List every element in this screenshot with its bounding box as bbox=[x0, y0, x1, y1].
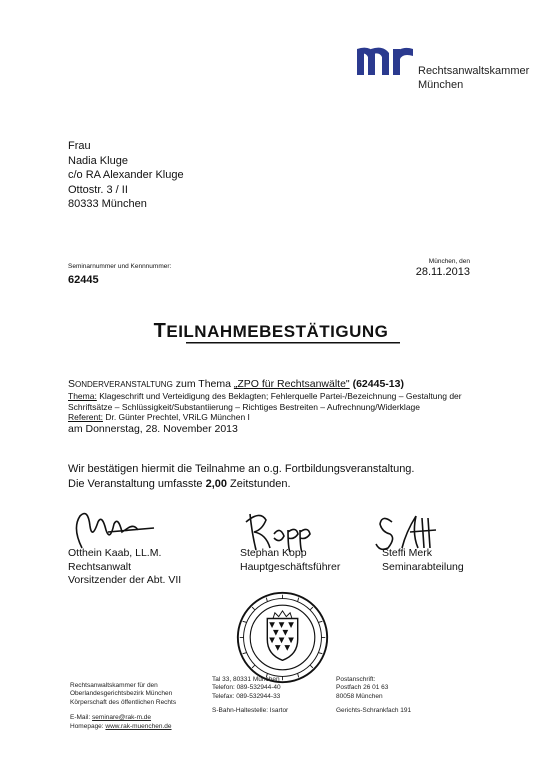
signature-kopp bbox=[236, 508, 376, 552]
event-topic-label: Thema: bbox=[68, 391, 97, 401]
organization-name-line2: München bbox=[418, 79, 464, 91]
footer-org-line: Rechtsanwaltskammer für den bbox=[70, 682, 158, 689]
document-date: 28.11.2013 bbox=[415, 266, 470, 278]
recipient-salutation: Frau bbox=[68, 140, 91, 152]
event-speaker bbox=[68, 412, 478, 423]
footer-station: S-Bahn-Haltestelle: Isartor bbox=[212, 707, 289, 715]
signature-merk bbox=[372, 508, 512, 552]
footer-postal-label: Postanschrift: bbox=[336, 676, 376, 683]
signatory-name: Otthein Kaab, LL.M. bbox=[68, 547, 162, 559]
date-label: München, den bbox=[428, 258, 470, 265]
confirmation-text bbox=[68, 462, 488, 491]
footer-org-line: Oberlandesgerichtsbezirk München bbox=[70, 690, 173, 698]
bavarian-coat-of-arms-seal-icon bbox=[235, 590, 330, 685]
confirmation-hours: 2,00 bbox=[205, 477, 227, 490]
footer-email-link[interactable]: seminare@rak-m.de bbox=[92, 714, 152, 722]
footer-contact bbox=[212, 676, 322, 716]
footer-email-row bbox=[70, 714, 220, 722]
footer-homepage-row bbox=[70, 723, 220, 731]
signatory-role: Hauptgeschäftsführer bbox=[240, 560, 341, 573]
footer-fax: Telefax: 089-532944-33 bbox=[212, 692, 281, 700]
title-rest: EILNAHMEBESTÄTIGUNG bbox=[166, 322, 389, 341]
event-speaker-label: Referent: bbox=[68, 412, 103, 422]
event-description bbox=[68, 378, 478, 436]
confirmation-line1: Wir bestätigen hiermit die Teilnahme an o.g. Fortbildungsveranstaltung. bbox=[68, 463, 415, 475]
recipient-care-of: c/o RA Alexander Kluge bbox=[68, 169, 184, 181]
event-intro bbox=[68, 378, 478, 391]
signatory-role: Seminarabteilung bbox=[382, 560, 464, 573]
rak-logo-icon bbox=[357, 45, 413, 75]
event-speaker-text: Dr. Günter Prechtel, VRiLG München I bbox=[102, 412, 250, 422]
footer-homepage-label: Homepage: bbox=[70, 722, 104, 730]
signature-kaab bbox=[68, 508, 208, 552]
footer-homepage-link[interactable]: www.rak-muenchen.de bbox=[105, 722, 172, 730]
event-name: „ZPO für Rechtsanwälte" bbox=[233, 378, 350, 390]
recipient-city: 80333 München bbox=[68, 198, 147, 210]
document-title bbox=[0, 320, 542, 343]
footer-court-box: Gerichts-Schrankfach 191 bbox=[336, 707, 412, 715]
footer-organization bbox=[70, 682, 220, 731]
event-topic-text: Klageschrift und Verteidigung des Beklagten; Fehlerquelle Partei-/Bezeichnung – Gestaltung der Schriftsätze – Schlüssigkeit/Substantiierung – Richtiges Bestreiten – Aufrechnung/Widerklage bbox=[68, 391, 462, 412]
event-topic bbox=[68, 391, 478, 412]
footer-postbox: Postfach 26 01 63 bbox=[336, 684, 389, 692]
footer-org-line: Körperschaft des öffentlichen Rechts bbox=[70, 698, 177, 706]
signatory-role: Rechtsanwalt bbox=[68, 560, 132, 573]
event-intro-initial: S bbox=[68, 378, 76, 390]
confirmation-line2-post: Zeitstunden. bbox=[227, 477, 291, 490]
event-date: am Donnerstag, 28. November 2013 bbox=[68, 422, 238, 435]
title-initial: T bbox=[153, 320, 167, 342]
signatory-merk bbox=[382, 547, 522, 574]
signatory-kaab bbox=[68, 547, 228, 588]
event-intro-smallcaps: ONDERVERANSTALTUNG bbox=[75, 380, 173, 389]
reference-label: Seminarnummer und Kennnummer: bbox=[68, 263, 172, 270]
signatory-kopp bbox=[240, 547, 380, 574]
reference-number: 62445 bbox=[68, 274, 99, 286]
recipient-street: Ottostr. 3 / II bbox=[68, 183, 128, 196]
event-intro-rest: zum Thema bbox=[172, 378, 234, 390]
title-underline bbox=[186, 342, 400, 345]
confirmation-line2 bbox=[68, 477, 488, 492]
footer-street: Tal 33, 80331 München bbox=[212, 676, 280, 683]
recipient-address bbox=[68, 139, 184, 212]
signatory-name: Steffi Merk bbox=[382, 547, 432, 559]
footer-postal bbox=[336, 676, 446, 716]
footer-postcode: 80058 München bbox=[336, 692, 383, 700]
event-code: (62445-13) bbox=[349, 378, 404, 390]
recipient-name: Nadia Kluge bbox=[68, 154, 128, 167]
organization-name bbox=[418, 64, 529, 92]
signatory-role: Vorsitzender der Abt. VII bbox=[68, 574, 182, 586]
footer-email-label: E-Mail: bbox=[70, 714, 91, 722]
signatory-name: Stephan Kopp bbox=[240, 547, 307, 559]
confirmation-line2-pre: Die Veranstaltung umfasste bbox=[68, 477, 206, 490]
footer-phone: Telefon: 089-532944-40 bbox=[212, 684, 281, 692]
organization-name-line1: Rechtsanwaltskammer bbox=[418, 65, 530, 77]
